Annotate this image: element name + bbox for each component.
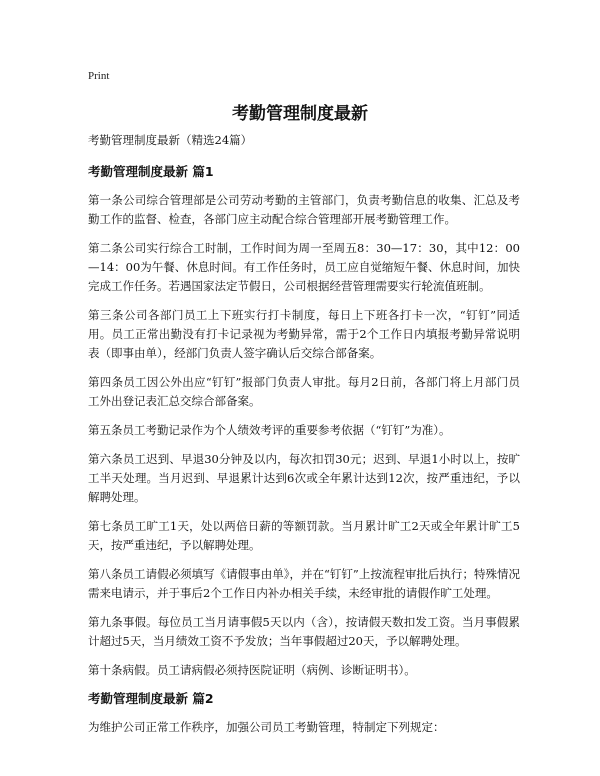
article-9-paragraph: 第九条事假。每位员工当月请事假5天以内（含），按请假天数扣发工资。当月事假累计超过5天，当月绩效工资不予发放；当年事假超过20天，予以解聘处理。 bbox=[88, 615, 520, 648]
document-intro: 考勤管理制度最新（精选24篇） bbox=[88, 133, 253, 147]
section-2-intro-paragraph: 为维护公司正常工作秩序，加强公司员工考勤管理，特制定下列规定： bbox=[88, 720, 445, 734]
article-10-paragraph: 第十条病假。员工请病假必须持医院证明（病例、诊断证明书）。 bbox=[88, 663, 416, 677]
print-label: Print bbox=[88, 70, 110, 82]
article-1-paragraph: 第一条公司综合管理部是公司劳动考勤的主管部门，负责考勤信息的收集、汇总及考勤工作的监督、检查，各部门应主动配合综合管理部开展考勤管理工作。 bbox=[88, 193, 520, 226]
section-2 bbox=[88, 690, 520, 737]
article-6-paragraph: 第六条员工迟到、早退30分钟及以内，每次扣罚30元；迟到、早退1小时以上，按旷工半天处理。当月迟到、早退累计达到6次或全年累计达到12次，按严重违纪，予以解聘处理。 bbox=[88, 452, 520, 504]
article-2-paragraph: 第二条公司实行综合工时制，工作时间为周一至周五8：30—17：30，其中12：00—14：00为午餐、休息时间。有工作任务时，员工应自觉缩短午餐、休息时间，加快完成工作任务。若遇国家法定节假日，公司根据经营管理需要实行轮流值班制。 bbox=[88, 241, 520, 293]
section-1 bbox=[88, 163, 520, 680]
article-5-paragraph: 第五条员工考勤记录作为个人绩效考评的重要参考依据（“钉钉”为准）。 bbox=[88, 423, 451, 437]
section-heading: 考勤管理制度最新 篇1 bbox=[88, 164, 214, 179]
article-8-paragraph: 第八条员工请假必须填写《请假事由单》，并在“钉钉”上按流程审批后执行；特殊情况需来电请示，并于事后2个工作日内补办相关手续，未经审批的请假作旷工处理。 bbox=[88, 567, 520, 600]
article-7-paragraph: 第七条员工旷工1天，处以两倍日薪的等额罚款。当月累计旷工2天或全年累计旷工5天，按严重违纪，予以解聘处理。 bbox=[88, 519, 520, 552]
article-4-paragraph: 第四条员工因公外出应“钉钉”报部门负责人审批。每月2日前，各部门将上月部门员工外出登记表汇总交综合部备案。 bbox=[88, 375, 520, 408]
document-content bbox=[88, 132, 520, 747]
document-title: 考勤管理制度最新 bbox=[232, 104, 368, 124]
article-3-paragraph: 第三条公司各部门员工上下班实行打卡制度，每日上下班各打卡一次，“钉钉”同适用。员工正常出勤没有打卡记录视为考勤异常，需于2个工作日内填报考勤异常说明表（即事由单），经部门负责人签字确认后交综合部备案。 bbox=[88, 308, 520, 360]
section-heading: 考勤管理制度最新 篇2 bbox=[88, 691, 214, 706]
